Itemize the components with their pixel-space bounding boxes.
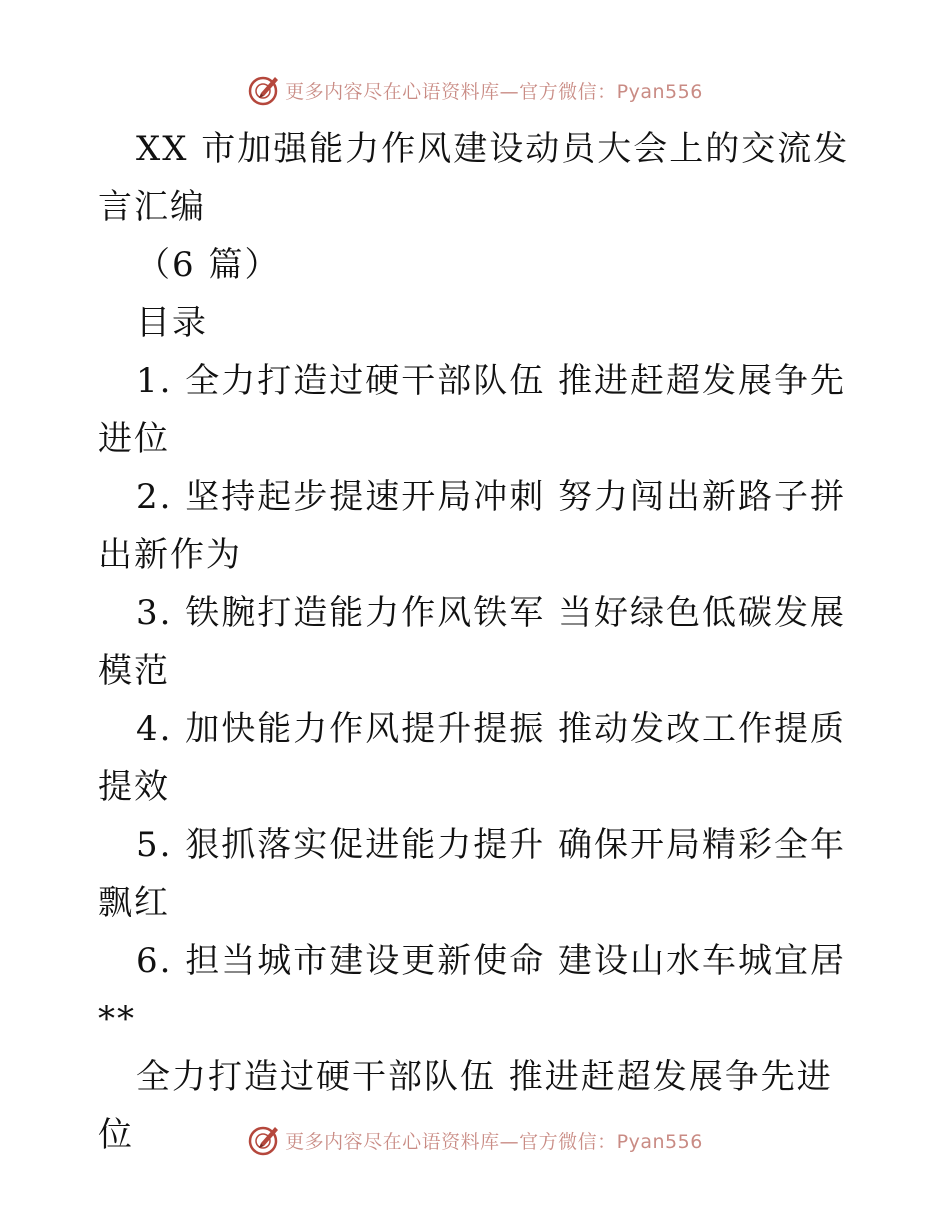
pen-logo-icon: [247, 73, 281, 107]
toc-item-1: 1. 全力打造过硬干部队伍 推进赶超发展争先进位: [98, 361, 847, 459]
footer-banner-text: 更多内容尽在心语资料库—官方微信：Pyan556: [285, 1130, 703, 1153]
pen-logo-icon: [247, 1123, 281, 1157]
toc-item-4: 4. 加快能力作风提升提振 推动发改工作提质提效: [98, 709, 847, 807]
header-banner-text: 更多内容尽在心语资料库—官方微信：Pyan556: [285, 80, 703, 103]
toc-item-2: 2. 坚持起步提速开局冲刺 努力闯出新路子拼出新作为: [98, 477, 847, 575]
article-count: （6 篇）: [136, 245, 281, 285]
document-title: XX 市加强能力作风建设动员大会上的交流发言汇编: [98, 129, 850, 227]
toc-heading: 目录: [136, 303, 208, 343]
section-title: 全力打造过硬干部队伍 推进赶超发展争先进位: [98, 1057, 833, 1155]
header-banner: [0, 68, 950, 112]
footer-banner: [0, 1118, 950, 1162]
toc-item-3: 3. 铁腕打造能力作风铁军 当好绿色低碳发展模范: [98, 593, 847, 691]
document-body: [98, 120, 858, 1164]
toc-item-6: 6. 担当城市建设更新使命 建设山水车城宜居**: [98, 941, 847, 1039]
toc-item-5: 5. 狠抓落实促进能力提升 确保开局精彩全年飘红: [98, 825, 847, 923]
